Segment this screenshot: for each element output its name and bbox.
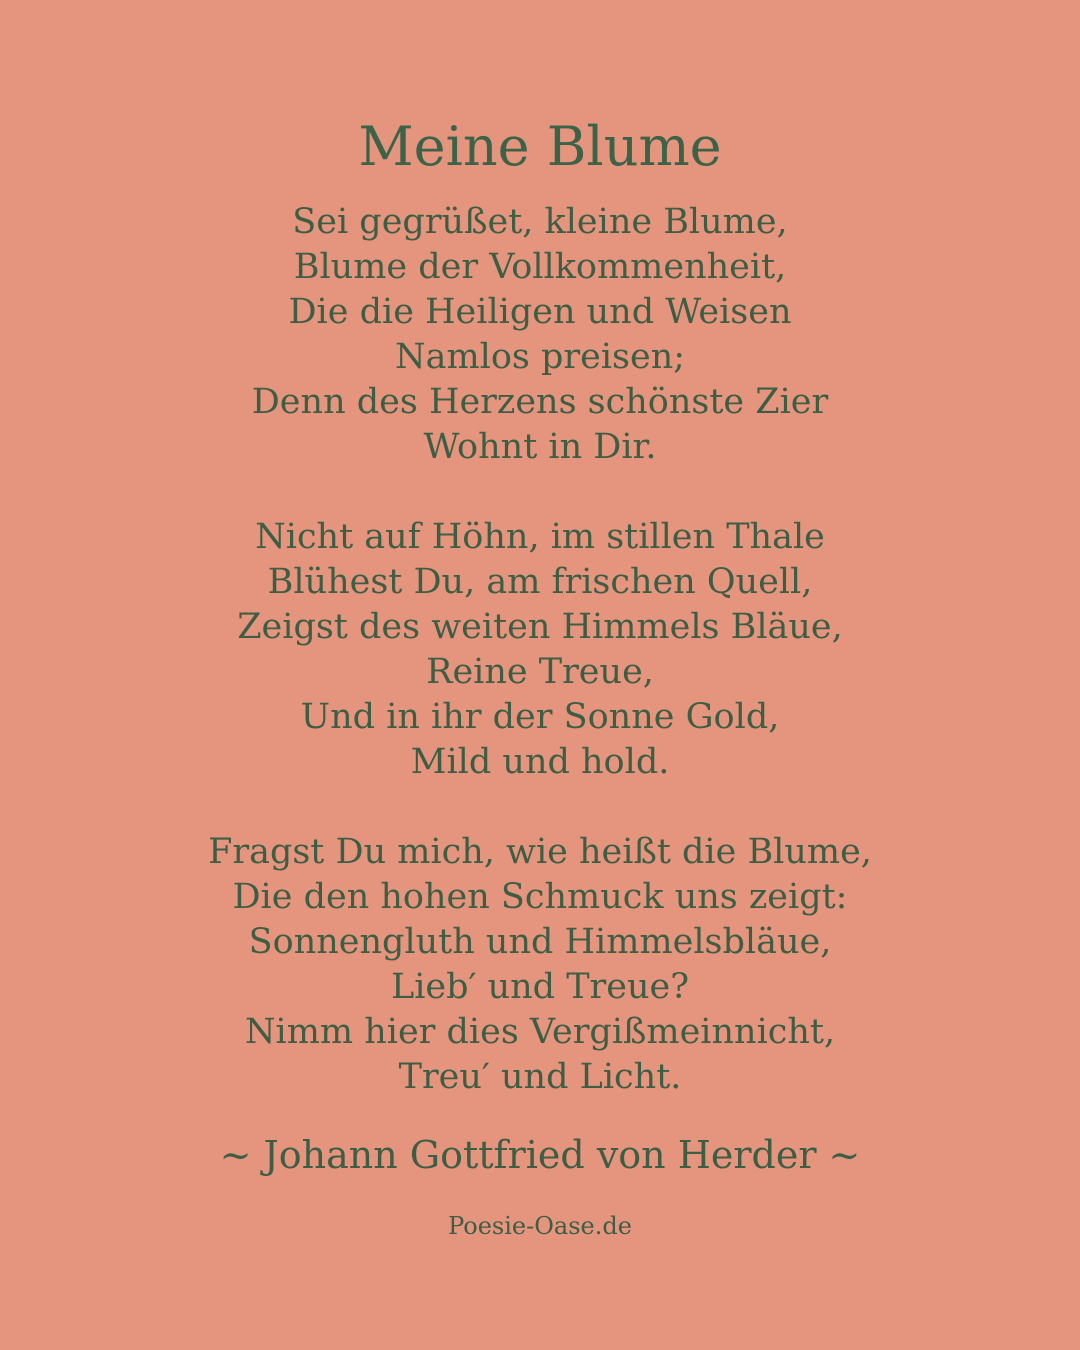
poem-line: Sei gegrüßet, kleine Blume, (292, 202, 788, 242)
poem-line: Lieb′ und Treue? (390, 967, 690, 1007)
stanza-2 (0, 515, 1080, 785)
poem-body (0, 200, 1080, 1145)
poem-line: Die die Heiligen und Weisen (288, 292, 792, 332)
poem-line: Nicht auf Höhn, im stillen Thale (255, 517, 825, 557)
poem-line: Mild und hold. (410, 742, 670, 782)
poem-line: Treu′ und Licht. (398, 1057, 682, 1097)
poem-line: Die den hohen Schmuck uns zeigt: (232, 877, 848, 917)
poem-line: Fragst Du mich, wie heißt die Blume, (208, 832, 872, 872)
poem-line: Blume der Vollkommenheit, (293, 247, 787, 287)
poem-line: Sonnengluth und Himmelsbläue, (248, 922, 832, 962)
poem-line: Blühest Du, am frischen Quell, (267, 562, 813, 602)
poem-title: Meine Blume (358, 115, 722, 178)
stanza-3 (0, 830, 1080, 1100)
poem-line: Wohnt in Dir. (423, 427, 657, 467)
stanza-1 (0, 200, 1080, 470)
poem-line: Namlos preisen; (394, 337, 686, 377)
poem-line: Reine Treue, (426, 652, 654, 692)
source-credit: Poesie-Oase.de (448, 1212, 632, 1240)
poem-line: Denn des Herzens schönste Zier (251, 382, 829, 422)
poem-line: Nimm hier dies Vergißmeinnicht, (244, 1012, 836, 1052)
poem-line: Und in ihr der Sonne Gold, (300, 697, 780, 737)
poem-line: Zeigst des weiten Himmels Bläue, (237, 607, 843, 647)
poem-author: ~ Johann Gottfried von Herder ~ (219, 1133, 861, 1177)
